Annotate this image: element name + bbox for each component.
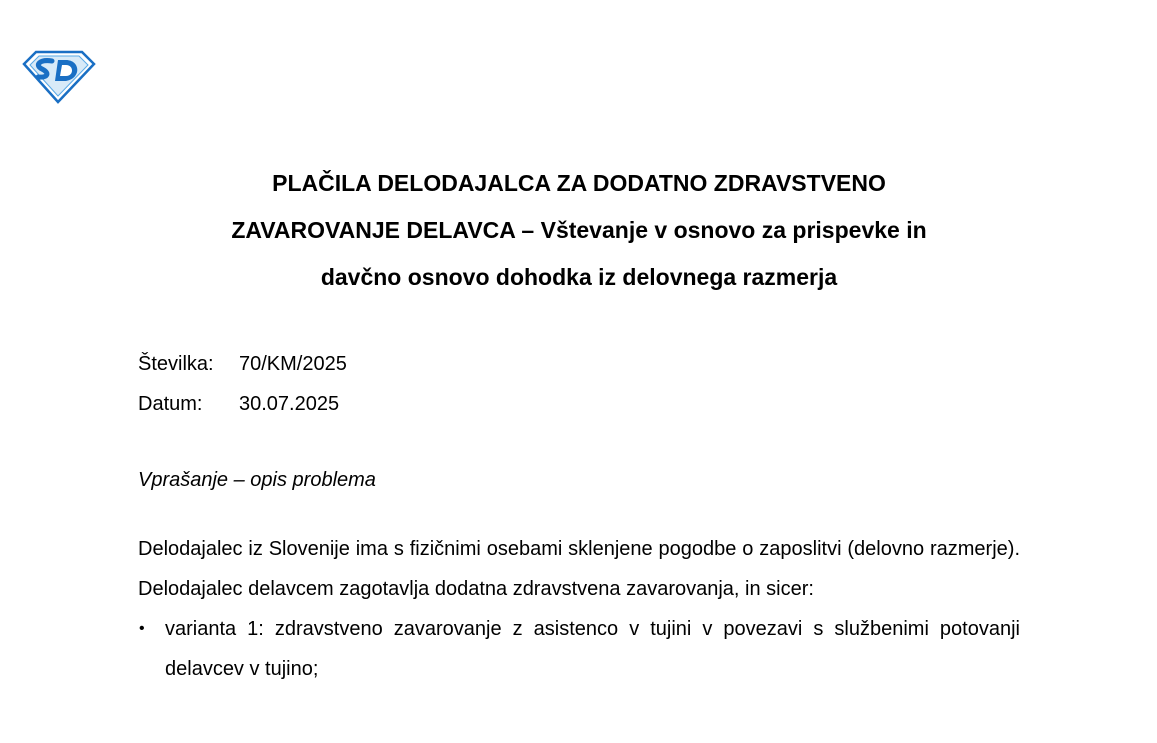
title-line-3: davčno osnovo dohodka iz delovnega razmerja [320,264,838,290]
document-title [120,160,1038,301]
number-label: Številka: [138,353,214,375]
company-logo [22,48,96,104]
date-label: Datum: [138,393,203,415]
title-line-2: ZAVAROVANJE DELAVCA – Vštevanje v osnovo za prispevke in [231,217,927,243]
title-line-1: PLAČILA DELODAJALCA ZA DODATNO ZDRAVSTVENO [272,170,886,196]
list-item [138,609,1020,689]
bullet-icon: • [139,620,145,637]
intro-paragraph: Delodajalec iz Slovenije ima s fizičnimi osebami sklenjene pogodbe o zaposlitvi (delovno razmerje). Delodajalec delavcem zagotavlja dodatna zdravstvena zavarovanja, in sicer: [138,538,1020,600]
number-value: 70/KM/2025 [239,353,347,375]
meta-number-row [138,344,347,384]
bullet-list [138,609,1020,689]
date-value: 30.07.2025 [239,393,340,415]
document-meta [138,344,347,424]
document-body [138,529,1020,689]
meta-date-row [138,384,347,424]
sd-logo-icon [22,48,96,104]
section-heading: Vprašanje – opis problema [138,469,376,491]
list-item-text: varianta 1: zdravstveno zavarovanje z asistenco v tujini v povezavi s službenimi potovanji delavcev v tujino; [165,618,1020,680]
